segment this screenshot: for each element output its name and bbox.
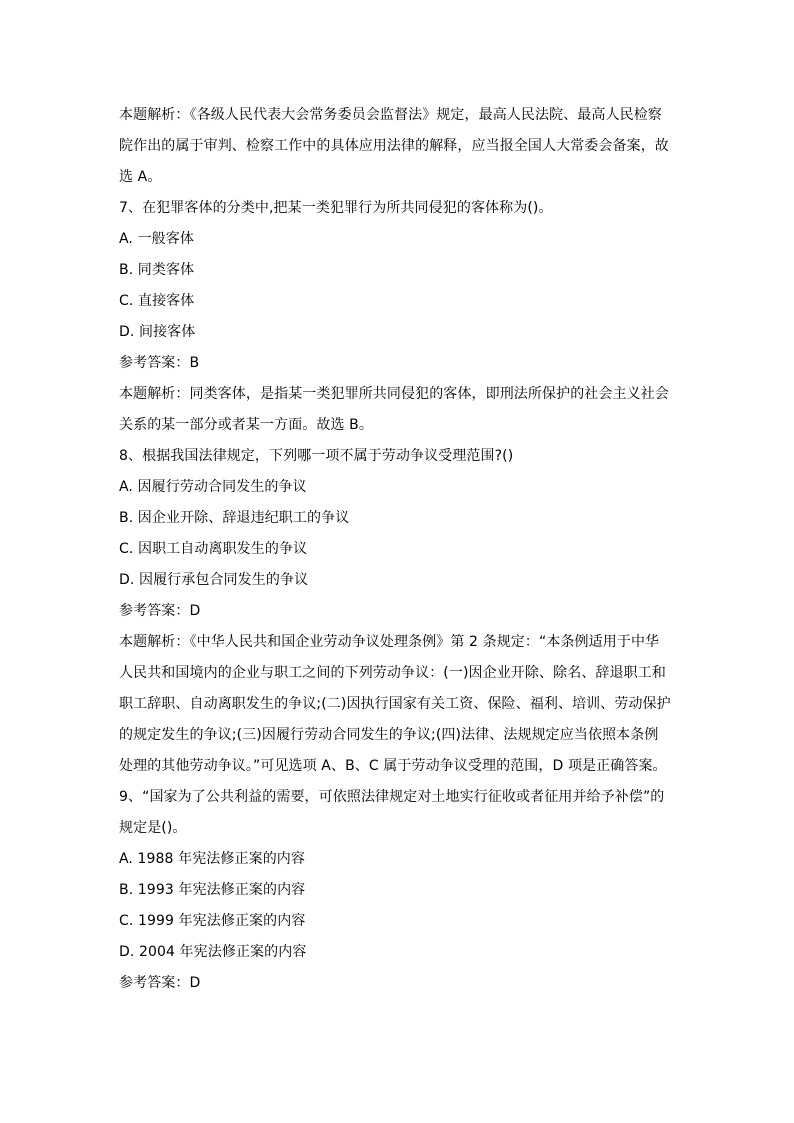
text-line: 院作出的属于审判、检察工作中的具体应用法律的解释，应当报全国人大常委会备案，故 (119, 138, 669, 154)
text-line: 人民共和国境内的企业与职工之间的下列劳动争议：(一)因企业开除、除名、辞退职工和 (119, 665, 666, 681)
text-line: 关系的某一部分或者某一方面。故选 B。 (119, 417, 373, 433)
text-line: 规定是()。 (119, 820, 187, 836)
text-line: 8、根据我国法律规定，下列哪一项不属于劳动争议受理范围?() (119, 448, 514, 464)
text-line: 参考答案：D (119, 603, 201, 619)
text-line: B. 因企业开除、辞退违纪职工的争议 (119, 510, 350, 526)
text-line: 处理的其他劳动争议。”可见选项 A、B、C 属于劳动争议受理的范围，D 项是正确答案。 (119, 758, 667, 774)
text-line: 本题解析：《各级人民代表大会常务委员会监督法》规定，最高人民法院、最高人民检察 (119, 107, 662, 123)
text-line: D. 2004 年宪法修正案的内容 (119, 944, 307, 960)
document-body (119, 100, 689, 999)
text-line: D. 因履行承包合同发生的争议 (119, 572, 309, 588)
text-line: A. 一般客体 (119, 231, 194, 247)
text-line: A. 1988 年宪法修正案的内容 (119, 851, 306, 867)
text-line: 的规定发生的争议;(三)因履行劳动合同发生的争议;(四)法律、法规规定应当依照本条例 (119, 727, 659, 743)
text-line: C. 因职工自动离职发生的争议 (119, 541, 308, 557)
text-line: B. 1993 年宪法修正案的内容 (119, 882, 306, 898)
text-line: 9、“国家为了公共利益的需要，可依照法律规定对土地实行征收或者征用并给予补偿”的 (119, 789, 665, 805)
text-line: A. 因履行劳动合同发生的争议 (119, 479, 307, 495)
text-line: D. 间接客体 (119, 324, 196, 340)
text-line: 本题解析：同类客体，是指某一类犯罪所共同侵犯的客体，即刑法所保护的社会主义社会 (119, 386, 669, 402)
text-line: 参考答案：D (119, 975, 201, 991)
text-line: 参考答案：B (119, 355, 200, 371)
text-line: C. 直接客体 (119, 293, 195, 309)
text-line: 7、在犯罪客体的分类中,把某一类犯罪行为所共同侵犯的客体称为()。 (119, 200, 553, 216)
text-line: 职工辞职、自动离职发生的争议;(二)因执行国家有关工资、保险、福利、培训、劳动保护 (119, 696, 671, 712)
text-line: B. 同类客体 (119, 262, 195, 278)
text-line: 选 A。 (119, 169, 162, 185)
text-line: C. 1999 年宪法修正案的内容 (119, 913, 306, 929)
text-line: 本题解析：《中华人民共和国企业劳动争议处理条例》第 2 条规定：“本条例适用于中华 (119, 634, 660, 650)
